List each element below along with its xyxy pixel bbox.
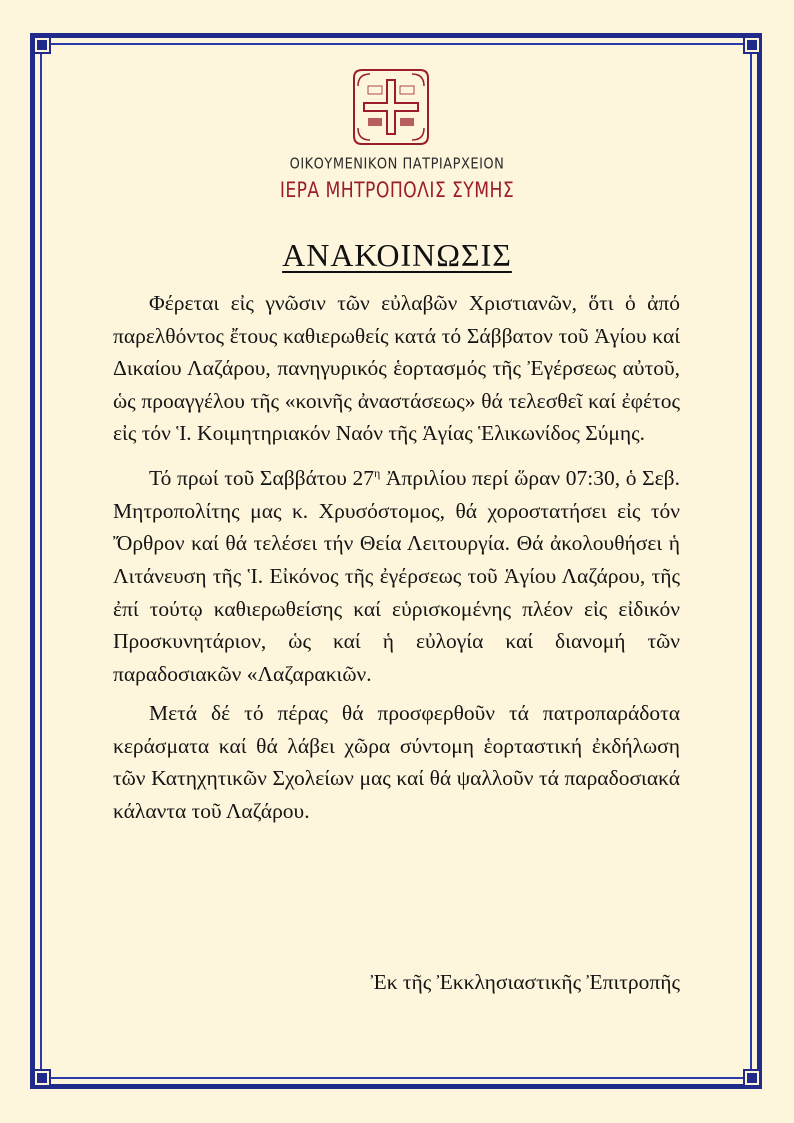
announcement-body [113,287,680,835]
border-corner-ornament [745,1071,759,1085]
document-title: ΑΝΑΚΟΙΝΩΣΙΣ [282,237,512,273]
paragraph: Φέρεται εἰς γνῶσιν τῶν εὐλαβῶν Χριστιανῶν, ὅτι ὁ ἀπό παρελθόντος ἔτους καθιερωθείς κατά τό Σάββατον τοῦ Ἁγίου καί Δικαίου Λαζάρου, πανηγυρικός ἑορτασμός τῆς Ἐγέρσεως αὐτοῦ, ὡς προαγγέλου τῆς «κοινῆς ἀναστάσεως» θά τελεσθεῖ καί ἐφέτος εἰς τόν Ἱ. Κοιμητηριακόν Ναόν τῆς Ἁγίας Ἑλικωνίδος Σύμης. [113,291,680,446]
border-corner-ornament [745,38,759,52]
paragraph: Τό πρωί τοῦ Σαββάτου $27^\eta$ Ἀπριλίου περί ὥραν 07:30, ὁ Σεβ. Μητροπολίτης μας κ. Χρυσόστομος, θά χοροστατήσει εἰς τόν Ὄρθρον καί θά τελέσει τήν Θεία Λειτουργία. Θά ἀκολουθήσει ἡ Λιτάνευση τῆς Ἱ. Εἰκόνος τῆς ἐγέρσεως τοῦ Ἁγίου Λαζάρου, τῆς ἐπί τούτῳ καθιερωθείσης καί εὑρισκομένης πλέον εἰς εἰδικόν Προσκυνητάριον, ὡς καί ἡ εὐλογία καί διανομή τῶν παραδοσιακῶν «Λαζαρακιῶν. [113,465,680,686]
border-corner-ornament [35,38,49,52]
cross-seal-icon [350,66,432,148]
organization-name: ΟΙΚΟΥΜΕΝΙΚΟΝ ΠΑΤΡΙΑΡΧΕΙΟΝ [289,155,505,174]
paragraph: Μετά δέ τό πέρας θά προσφερθοῦν τά πατροπαράδοτα κεράσματα καί θά λάβει χῶρα σύντομη ἑορταστική ἐκδήλωση τῶν Κατηχητικῶν Σχολείων μας καί θά ψαλλοῦν τά παραδοσιακά κάλαντα τοῦ Λαζάρου. [113,701,680,824]
border-corner-ornament [35,1071,49,1085]
signature: Ἐκ τῆς Ἐκκλησιαστικῆς Ἐπιτροπῆς [370,970,680,994]
metropolis-name: ΙΕΡΑ ΜΗΤΡΟΠΟΛΙΣ ΣΥΜΗΣ [279,178,515,202]
